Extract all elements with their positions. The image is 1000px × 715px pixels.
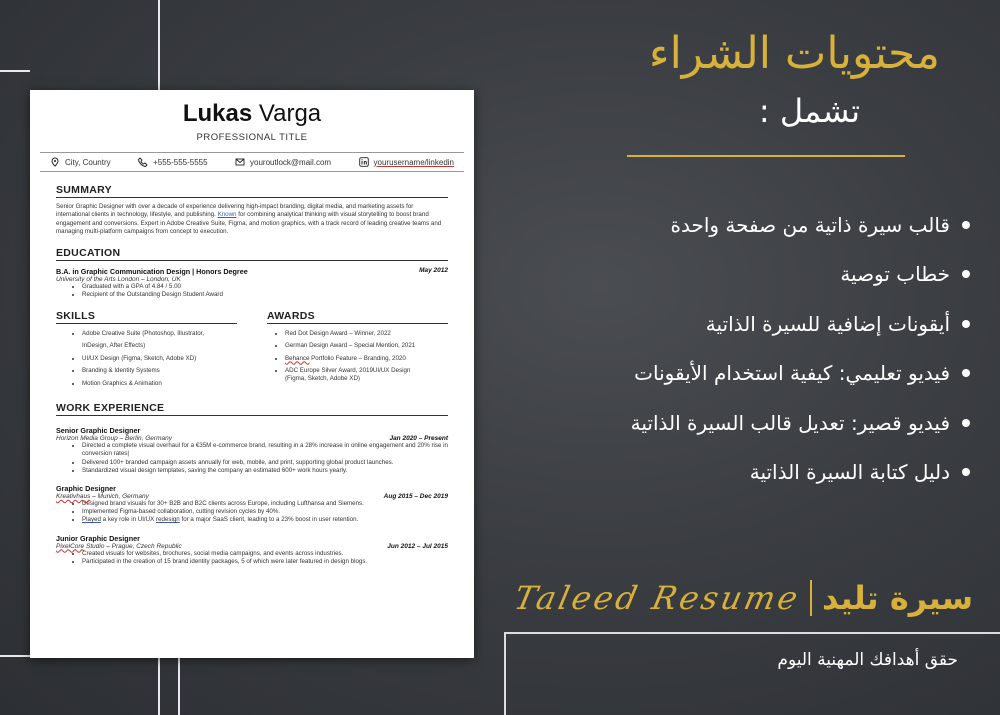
list-item: • Behance Portfolio Feature – Branding, 2020 xyxy=(285,353,448,366)
job-entry: Graphic Designer Kreativhaus – Munich, Germany Aug 2015 – Dec 2019 • Designed brand visuals for 30+ B2B and B2C clients across Europe, including Lufthansa and Siemens. • Implemented Figma-based collaboration, cutting revision cycles by 40%. • Played a key role in UI/UX redesign for a major SaaS client, leading to a 23% boost in user retention. xyxy=(56,484,448,525)
list-item: • Red Dot Design Award – Winner, 2022 xyxy=(285,328,448,341)
awards-section xyxy=(267,310,448,391)
brand-latin: Taleed Resume xyxy=(510,579,805,617)
list-item: • Adobe Creative Suite (Photoshop, Illustrator, xyxy=(82,328,237,341)
frame-line xyxy=(505,632,1000,634)
list-item: • Motion Graphics & Animation xyxy=(82,378,237,391)
list-item: • UI/UX Design (Figma, Sketch, Adobe XD) xyxy=(82,353,237,366)
list-item: • ADC Europe Silver Award, 2019UI/UX Design (Figma, Sketch, Adobe XD) xyxy=(285,367,448,383)
contact-email: youroutlock@mail.com xyxy=(235,157,331,167)
education-entry: B.A. in Graphic Communication Design | Honors Degree May 2012 xyxy=(56,267,448,277)
brand-arabic: سيرة تليد xyxy=(822,579,974,617)
features-list xyxy=(550,200,970,497)
list-item: فيديو قصير: تعديل قالب السيرة الذاتية xyxy=(550,398,970,448)
tagline: حقق أهدافك المهنية اليوم xyxy=(777,650,958,670)
list-item: فيديو تعليمي: كيفية استخدام الأيقونات xyxy=(550,349,970,399)
professional-title: PROFESSIONAL TITLE xyxy=(196,132,308,143)
location-pin-icon xyxy=(50,157,60,167)
email-icon xyxy=(235,157,245,167)
list-item: قالب سيرة ذاتية من صفحة واحدة xyxy=(550,200,970,250)
frame-line xyxy=(504,632,506,715)
list-item: دليل كتابة السيرة الذاتية xyxy=(550,448,970,498)
brand-separator xyxy=(810,580,812,616)
resume-name: Lukas Varga xyxy=(182,100,322,127)
divider xyxy=(627,155,905,157)
list-item: InDesign, After Effects) xyxy=(82,342,146,350)
work-heading: WORK EXPERIENCE xyxy=(56,402,448,416)
contact-phone: +555-555-5555 xyxy=(138,157,208,167)
list-item: خطاب توصية xyxy=(550,250,970,300)
contact-location: City, Country xyxy=(50,157,111,167)
skills-heading: SKILLS xyxy=(56,310,237,324)
frame-line xyxy=(158,0,160,95)
list-item: أيقونات إضافية للسيرة الذاتية xyxy=(550,299,970,349)
phone-icon xyxy=(138,157,148,167)
promo-title: محتويات الشراء xyxy=(648,28,940,79)
resume-preview xyxy=(30,90,474,658)
linkedin-icon xyxy=(359,157,369,167)
list-item: • German Design Award – Special Mention, 2021 xyxy=(285,340,448,353)
awards-heading: AWARDS xyxy=(267,310,448,324)
brand-logo xyxy=(510,568,1000,628)
work-section xyxy=(56,402,448,566)
education-bullets: • Graduated with a GPA of 4.84 / 5.00 • Recipient of the Outstanding Design Student Award xyxy=(56,283,448,299)
frame-line xyxy=(158,655,160,715)
education-school: University of the Arts London – London, UK xyxy=(56,276,181,284)
contact-linkedin: yourusername/linkedin xyxy=(359,157,455,167)
contact-bar xyxy=(40,152,464,172)
job-entry: Junior Graphic Designer PixelCore Studio – Prague, Czech Republic Jun 2012 – Jul 2015 • Created visuals for websites, brochures, social media campaigns, and events across industries. • Participated in the creation of 15 brand identity packages, 5 of which were later featured in design blogs. xyxy=(56,534,448,566)
frame-line xyxy=(0,70,30,72)
frame-line xyxy=(0,655,30,657)
skills-section xyxy=(56,310,237,391)
job-entry: Senior Graphic Designer Horizon Media Group – Berlin, Germany Jan 2020 – Present • Directed a complete visual overhaul for a €35M e-commerce brand, resulting in a 28% increase in online engagement and 20% rise in conversion rates| • Delivered 100+ branded campaign assets annually for web, mobile, and print, supporting global product launches. • Standardized visual design templates, saving the company an estimated 600+ work hours yearly. xyxy=(56,426,448,475)
list-item: • Branding & Identity Systems xyxy=(82,365,237,378)
summary-heading: SUMMARY xyxy=(56,184,448,198)
summary-text: Senior Graphic Designer with over a decade of experience delivering high-impact branding, digital media, and marketing assets for international clients in technology, lifestyle, and publishing. Known for combining analytical thinking with visual storytelling to boost brand engagement and conversions. Expert in Adobe Creative Suite, Figma, and motion graphics, with a track record of leading creative teams and managing multi-platform campaigns from concept to execution. xyxy=(56,203,442,235)
education-heading: EDUCATION xyxy=(56,247,448,261)
promo-subtitle: تشمل : xyxy=(758,92,860,130)
